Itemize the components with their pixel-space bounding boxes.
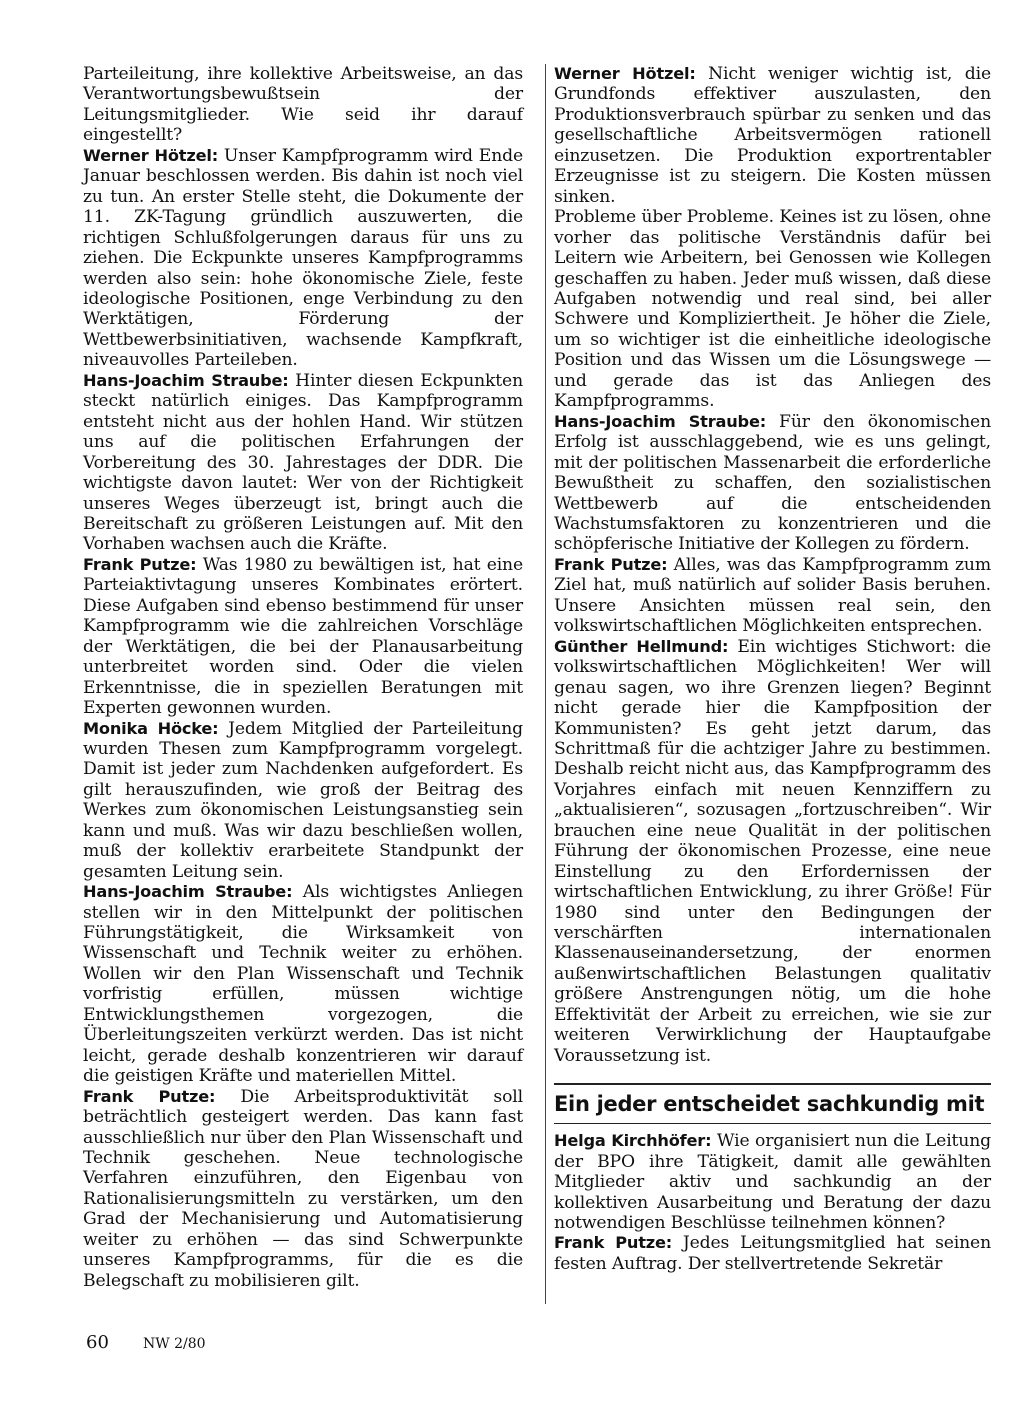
paragraph-text: Was 1980 zu bewältigen ist, hat eine Parteiaktivtagung unseres Kombinates erörtert. Diese Aufgaben sind ebenso bestimmend für unser Kampfprogramm wie die zahlreichen Vorschläge der Werktätigen, die bei der Planausarbeitung unterbreitet worden sind. Oder die vielen Erkenntnisse, die in speziellen Beratungen mit Experten gewonnen wurden. [83, 554, 524, 719]
paragraph-text: Unser Kampfprogramm wird Ende Januar beschlossen werden. Bis dahin ist noch viel zu tun. An erster Stelle steht, die Dokumente der 11. ZK-Tagung gründlich auszuwerten, die richtigen Schlußfolgerungen daraus für uns zu ziehen. Die Eckpunkte unseres Kampfprogramms werden also sein: hohe ökonomische Ziele, feste ideologische Positionen, enge Verbindung zu den Werktätigen, Förderung der Wettbewerbsinitiativen, wachsende Kampfkraft, niveauvolles Parteileben. [83, 145, 523, 371]
speaker-name: Hans-Joachim Straube: [83, 882, 293, 902]
paragraph-text: Die Arbeitsproduktivität soll beträchtlich gesteigert werden. Das kann fast ausschließlich nur über den Plan Wissenschaft und Technik geschehen. Neue technologische Verfahren einzuführen, den Eigenbau von Rationalisierungsmitteln zu verstärken, um den Grad der Mechanisierung und Automatisierung weiter zu erhöhen — das sind Schwerpunkte unseres Kampfprogramms, für die es die Belegschaft zu mobilisieren gilt. [83, 1086, 523, 1291]
left-column [83, 64, 523, 1291]
speaker-name: Frank Putze: [83, 1086, 216, 1106]
page-number: 60 [86, 1332, 109, 1353]
paragraph-text: Ein wichtiges Stichwort: die volkswirtschaftlichen Möglichkeiten! Wer will genau sagen, wo ihre Grenzen liegen? Beginnt nicht gerade hier die Kampfposition der Kommunisten? Es geht jetzt darum, das Schrittmaß für die achtziger Jahre zu bestimmen. Deshalb reicht nicht aus, das Kampfprogramm des Vorjahres einfach mit neuen Kennziffern zu „aktualisieren“, sozusagen „fortzuschreiben“. Wir brauchen eine neue Qualität in der politischen Führung der ökonomischen Prozesse, eine neue Einstellung zu den Erfordernissen der wirtschaftlichen Entwicklung, zu ihrer Größe! Für 1980 sind unter den Bedingungen der verschärften internationalen Klassenauseinandersetzung, der enormen außenwirtschaftlichen Belastungen qualitativ größere Anstrengungen nötig, um die hohe Effektivität der Arbeit zu erreichen, wie sie zur weiteren Verwirklichung der Hauptaufgabe Voraussetzung ist. [554, 636, 991, 1066]
paragraph-text: Jedes Leitungsmitglied hat seinen festen Auftrag. Der stellvertretende Sekretär [554, 1233, 991, 1274]
right-column [545, 64, 991, 1304]
paragraph [554, 64, 991, 207]
paragraph-text: Nicht weniger wichtig ist, die Grundfonds effektiver auszulasten, den Produktionsverbrauch spürbar zu senken und das gesellschaftliche Arbeitsvermögen rationell einzusetzen. Die Produktion exportrentabler Erzeugnisse ist zu steigern. Die Kosten müssen sinken. [554, 64, 991, 207]
paragraph [83, 719, 523, 883]
paragraph [83, 555, 523, 719]
speaker-name: Werner Hötzel: [83, 145, 218, 165]
speaker-name: Günther Hellmund: [554, 636, 729, 656]
speaker-name: Frank Putze: [554, 1233, 673, 1253]
paragraph [554, 637, 991, 1067]
paragraph-text: Als wichtigstes Anliegen stellen wir in den Mittelpunkt der politischen Führungstätigkeit, die Wirksamkeit von Wissenschaft und Technik weiter zu erhöhen. Wollen wir den Plan Wissenschaft und Technik vorfristig erfüllen, müssen wichtige Entwicklungsthemen vorgezogen, die Überleitungszeiten verkürzt werden. Das ist nicht leicht, gerade deshalb konzentrieren wir darauf die geistigen Kräfte und materiellen Mittel. [83, 882, 523, 1087]
speaker-name: Hans-Joachim Straube: [554, 411, 766, 431]
paragraph-text: Parteileitung, ihre kollektive Arbeitsweise, an das Verantwortungsbewußtsein der Leitungsmitglieder. Wie seid ihr darauf eingestellt? [83, 64, 523, 146]
paragraph [554, 1131, 991, 1233]
speaker-name: Frank Putze: [83, 554, 197, 574]
paragraph-text: Probleme über Probleme. Keines ist zu lösen, ohne vorher das politische Verständnis dafür bei Leitern wie Arbeitern, bei Genossen wie Kollegen geschaffen zu haben. Jeder muß wissen, daß diese Aufgaben notwendig und real sind, bei aller Schwere und Kompliziertheit. Je höher die Ziele, um so wichtiger ist die einheitliche ideologische Position und das Wissen um die Lösungswege — und gerade das ist das Anliegen des Kampfprogramms. [554, 207, 991, 412]
paragraph [554, 412, 991, 555]
section-heading: Ein jeder entscheidet sachkundig mit [554, 1091, 991, 1124]
speaker-name: Monika Höcke: [83, 718, 219, 738]
paragraph [83, 371, 523, 555]
paragraph-text: Hinter diesen Eckpunkten steckt natürlich einiges. Das Kampfprogramm entsteht nicht aus der hohlen Hand. Wir stützen uns auf die politischen Erfahrungen der Vorbereitung des 30. Jahrestages der DDR. Die wichtigste davon lautet: Wer von der Richtigkeit unseres Weges überzeugt ist, bringt auch die Bereitschaft zu größeren Leistungen auf. Mit den Vorhaben wachsen auch die Kräfte. [83, 370, 523, 555]
paragraph-text: Alles, was das Kampfprogramm zum Ziel hat, muß natürlich auf solider Basis beruhen. Unsere Ansichten müssen real sein, den volkswirtschaftlichen Möglichkeiten entsprechen. [554, 554, 991, 637]
paragraph [83, 146, 523, 371]
paragraph-text: Für den ökonomischen Erfolg ist ausschlaggebend, wie es uns gelingt, mit der politischen Massenarbeit die erforderliche Bewußtheit zu schaffen, den sozialistischen Wettbewerb auf die entscheidenden Wachstumsfaktoren zu konzentrieren und die schöpferische Initiative der Kollegen zu fördern. [554, 411, 991, 555]
speaker-name: Werner Hötzel: [554, 64, 696, 83]
paragraph [554, 207, 991, 412]
paragraph [83, 882, 523, 1087]
speaker-name: Hans-Joachim Straube: [83, 370, 289, 390]
paragraph [554, 555, 991, 637]
paragraph [83, 1087, 523, 1292]
speaker-name: Frank Putze: [554, 554, 668, 574]
paragraph [554, 1233, 991, 1274]
paragraph-text: Jedem Mitglied der Parteileitung wurden Thesen zum Kampfprogramm vorgelegt. Damit ist jeder zum Nachdenken aufgefordert. Es gilt herauszufinden, wie groß der Beitrag des Werkes zum ökonomischen Leistungsanstieg sein kann und muß. Was wir dazu beschließen wollen, muß der kollektiv erarbeitete Standpunkt der gesamten Leitung sein. [83, 718, 523, 882]
section-divider [554, 1083, 991, 1085]
speaker-name: Helga Kirchhöfer: [554, 1131, 712, 1151]
paragraph-text: Wie organisiert nun die Leitung der BPO ihre Tätigkeit, damit alle gewählten Mitglieder aktiv und sachkundig an der kollektiven Ausarbeitung und Beratung der dazu notwendigen Beschlüsse teilnehmen können? [554, 1131, 991, 1234]
journal-issue: NW 2/80 [143, 1336, 206, 1352]
paragraph [83, 64, 523, 146]
